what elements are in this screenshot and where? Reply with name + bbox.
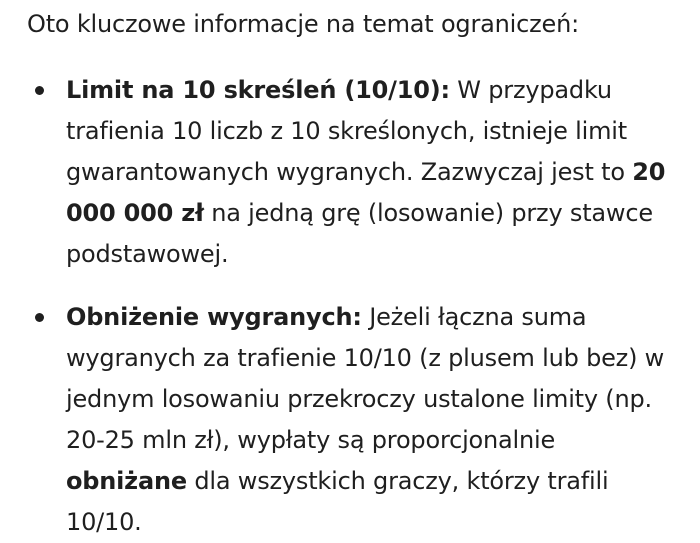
item-text-end: dla wszystkich graczy, którzy trafili 10/10. (66, 467, 609, 536)
bullet-icon (35, 86, 44, 95)
bullet-icon (35, 313, 44, 322)
item-text: Jeżeli łączna suma wygranych za trafienie 10/10 (z plusem lub bez) w jednym losowaniu przekroczy ustalone limity (np. 20-25 mln zł), wypłaty są proporcjonalnie (66, 303, 665, 454)
list-item (27, 297, 678, 543)
item-highlight: 20 000 000 zł (66, 158, 666, 227)
item-text-end: na jedną grę (losowanie) przy stawce podstawowej. (66, 199, 653, 268)
item-heading: Limit na 10 skreśleń (10/10): (66, 76, 450, 104)
item-highlight: obniżane (66, 467, 187, 495)
item-heading: Obniżenie wygranych: (66, 303, 362, 331)
intro-text: Oto kluczowe informacje na temat ograniczeń: (27, 10, 579, 38)
list-item (27, 70, 678, 275)
bullet-list (27, 70, 678, 543)
item-text: W przypadku trafienia 10 liczb z 10 skreślonych, istnieje limit gwarantowanych wygranych. Zazwyczaj jest to (66, 76, 633, 186)
